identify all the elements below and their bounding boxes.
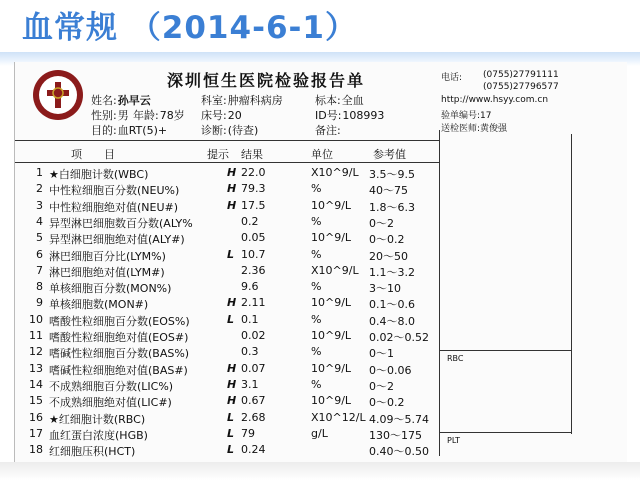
cell-ref: 0～0.06 [369, 363, 412, 377]
table-row [15, 280, 445, 297]
cell-unit: 10^9/L [311, 296, 352, 310]
contact-doctor: 送检医师:黄俊强 [441, 124, 508, 134]
header-top-rule [15, 140, 439, 141]
cell-ref: 20～50 [369, 249, 408, 263]
table-row [15, 231, 445, 248]
cell-item: 不成熟细胞百分数(LIC%) [49, 379, 174, 393]
cell-result: 3.1 [241, 377, 259, 391]
cell-result: 17.5 [241, 198, 266, 212]
cell-flag: H [227, 296, 237, 310]
cell-item: 嗜碱性粒细胞绝对值(BAS#) [49, 363, 188, 377]
patient-name: 姓名:孙早云 [91, 94, 151, 107]
cell-flag: L [227, 410, 235, 424]
cell-no: 17 [29, 426, 43, 440]
cell-ref: 0.1～0.6 [369, 298, 415, 312]
cell-unit: X10^9/L [311, 263, 359, 277]
cell-unit: % [311, 280, 322, 294]
cell-unit: % [311, 377, 322, 391]
cell-unit: % [311, 214, 322, 228]
contact-website: http://www.hsyy.com.cn [441, 95, 549, 105]
cell-flag: H [227, 361, 237, 375]
cell-no: 11 [29, 329, 43, 342]
cell-no: 15 [29, 394, 43, 408]
cell-result: 9.6 [241, 280, 259, 294]
contact-phone-1: 电话: (0755)27791111 [441, 70, 559, 83]
diagnosis: 诊断:(待查) [201, 124, 259, 137]
table-row [15, 329, 445, 346]
cell-item: 异型淋巴细胞数百分数(ALY% [49, 216, 193, 230]
table-row [15, 411, 445, 428]
table-row [15, 313, 445, 330]
plt-graph-label: PLT [447, 436, 461, 445]
table-row [15, 443, 445, 460]
cell-item: 中性粒细胞百分数(NEU%) [49, 184, 180, 198]
report-title: 深圳恒生医院检验报告单 [167, 71, 366, 90]
rbc-graph-label: RBC [447, 354, 464, 363]
cell-flag: H [227, 377, 237, 391]
cell-no: 12 [29, 345, 43, 359]
table-row [15, 264, 445, 281]
col-header-result: 结果 [241, 148, 263, 161]
cell-ref: 1.8～6.3 [369, 200, 415, 214]
cell-ref: 130～175 [369, 428, 422, 442]
cell-ref: 0.02～0.52 [369, 331, 429, 344]
cell-result: 0.1 [241, 312, 259, 326]
cell-unit: g/L [311, 426, 328, 440]
cell-ref: 3.5～9.5 [369, 168, 415, 181]
table-row [15, 248, 445, 265]
cell-result: 0.24 [241, 443, 266, 457]
cell-item: 红细胞压积(HCT) [49, 445, 136, 459]
cell-no: 9 [36, 296, 43, 310]
contact-report-no: 验单编号:17 [441, 111, 492, 121]
cross-emblem-icon [45, 80, 71, 110]
cell-ref: 40～75 [369, 184, 408, 198]
cell-unit: % [311, 247, 322, 261]
cell-no: 7 [36, 263, 43, 277]
table-row [15, 394, 445, 411]
cell-flag: H [227, 394, 237, 408]
cell-item: 淋巴细胞百分比(LYM%) [49, 249, 166, 263]
cell-no: 2 [36, 182, 43, 196]
cell-result: 79 [241, 426, 255, 440]
cell-no: 5 [36, 231, 43, 245]
hospital-logo [33, 70, 83, 120]
cell-result: 2.11 [241, 296, 266, 310]
cell-item: 中性粒细胞绝对值(NEU#) [49, 200, 179, 214]
cell-no: 13 [29, 361, 43, 375]
cell-item: 嗜碱性粒细胞百分数(BAS%) [49, 347, 190, 361]
lab-report: 深圳恒生医院检验报告单 电话: (0755)27791111 (0755)27796577 http://www.hsyy.com.cn 验单编号:17 送检医师:黄俊强 姓名:孙早云 科室:肿瘤科病房 标本:全血 性别:男 年龄:78岁 床号:20 ID号:108993 目的:血RT(5)+ 诊断:(待查) 备注: 项 目 提示 结果 单位 参考值 1 ★白细胞计数(WBC) H 22.0 X10^9/L 3.5～9.5 2 中性粒细胞百分数(NEU%) H 79.3 % 40～75 3 中性粒细胞绝对值(NEU#) H 17.5 10^9/L 1.8～6.3 4 异型淋巴细胞数百分数(ALY% 0.2 % 0～2 5 异型淋巴细胞绝对值(ALY#) 0.05 10^9/L 0～0.2 6 淋巴细胞百分比(LYM%) L 10.7 % 20～50 7 淋巴细胞绝对值(LYM#) 2.36 X10^9/L 1.1～3.2 8 单核细胞百分数(MON%) 9.6 % 3～10 9 单核细胞数(MON#) H 2.11 10^9/L 0.1～0.6 10 嗜酸性粒细胞百分数(EOS%) L 0.1 % 0.4～8.0 11 嗜酸性粒细胞绝对值(EOS#) 0.02 10^9/L 0.02～0.52 12 嗜碱性粒细胞百分数(BAS%) 0.3 % 0～1 13 嗜碱性粒细胞绝对值(BAS#) H 0.07 10^9/L 0～0.06 14 不成熟细胞百分数(LIC%) H 3.1 % 0～2 15 不成熟细胞绝对值(LIC#) H 0.67 10^9/L 0～0.2 16 ★红细胞计数(RBC) L 2.68 X10^12/L 4.09～5.74 17 血红蛋白浓度(HGB) L 79 g/L 130～175 18 红细胞压积(HCT) L 0.24 0.40～0.50 RBC PLT [14, 62, 627, 462]
cell-result: 0.3 [241, 345, 259, 359]
cell-item: 淋巴细胞绝对值(LYM#) [49, 265, 165, 279]
cell-ref: 1.1～3.2 [369, 265, 415, 279]
col-header-unit: 单位 [311, 148, 333, 161]
cell-flag: L [227, 443, 235, 457]
cell-flag: L [227, 247, 235, 261]
cell-ref: 3～10 [369, 282, 401, 296]
cell-no: 18 [29, 443, 43, 457]
cell-ref: 0～2 [369, 379, 394, 393]
cell-ref: 0～0.2 [369, 233, 405, 247]
cell-no: 16 [29, 410, 43, 424]
cell-item: 嗜酸性粒细胞百分数(EOS%) [49, 314, 190, 328]
cell-item: 不成熟细胞绝对值(LIC#) [49, 396, 172, 410]
table-row [15, 378, 445, 395]
cell-item: 单核细胞数(MON#) [49, 298, 149, 312]
cell-unit: 10^9/L [311, 198, 352, 212]
cell-result: 2.68 [241, 410, 266, 424]
col-header-item: 项 目 [71, 148, 115, 161]
table-row [15, 427, 445, 444]
cell-result: 0.07 [241, 361, 266, 375]
patient-sex: 性别:男 [91, 109, 129, 122]
plt-graph-baseline [439, 432, 571, 433]
table-row [15, 362, 445, 379]
cell-unit: X10^9/L [311, 166, 359, 179]
slide-title: 血常规 （2014-6-1） [22, 10, 357, 46]
cell-flag: L [227, 312, 235, 326]
cell-unit: % [311, 312, 322, 326]
table-row [15, 215, 445, 232]
patient-age: 年龄:78岁 [133, 109, 185, 122]
cell-unit: 10^9/L [311, 329, 352, 342]
cell-unit: 10^9/L [311, 231, 352, 245]
cell-ref: 4.09～5.74 [369, 412, 429, 426]
graph-right-border [571, 134, 572, 434]
cell-ref: 0.40～0.50 [369, 445, 429, 459]
patient-dept: 科室:肿瘤科病房 [201, 94, 283, 107]
cell-result: 22.0 [241, 166, 266, 179]
col-header-flag: 提示 [207, 148, 229, 161]
cell-no: 10 [29, 312, 43, 326]
cell-no: 1 [36, 166, 43, 179]
cell-result: 10.7 [241, 247, 266, 261]
cell-no: 3 [36, 198, 43, 212]
cell-item: ★红细胞计数(RBC) [49, 412, 146, 426]
cell-item: ★白细胞计数(WBC) [49, 168, 149, 181]
cell-result: 79.3 [241, 182, 266, 196]
cell-no: 4 [36, 214, 43, 228]
cell-item: 嗜酸性粒细胞绝对值(EOS#) [49, 331, 189, 344]
cell-ref: 0～1 [369, 347, 394, 361]
cell-unit: % [311, 345, 322, 359]
cell-flag: H [227, 198, 237, 212]
cell-unit: 10^9/L [311, 361, 352, 375]
table-row [15, 199, 445, 216]
cell-item: 异型淋巴细胞绝对值(ALY#) [49, 233, 185, 247]
cell-item: 单核细胞百分数(MON%) [49, 282, 172, 296]
cell-flag: H [227, 166, 237, 179]
table-row [15, 182, 445, 199]
cell-unit: X10^12/L [311, 410, 366, 424]
header-bottom-rule [15, 162, 439, 163]
cell-result: 0.05 [241, 231, 266, 245]
patient-bed: 床号:20 [201, 109, 242, 122]
remarks: 备注: [315, 124, 341, 137]
cell-item: 血红蛋白浓度(HGB) [49, 428, 148, 442]
cell-no: 6 [36, 247, 43, 261]
cell-flag: H [227, 182, 237, 196]
col-header-ref: 参考值 [373, 148, 406, 161]
cell-unit: 10^9/L [311, 394, 352, 408]
cell-result: 2.36 [241, 263, 266, 277]
cell-result: 0.2 [241, 214, 259, 228]
slide-bottom [0, 462, 640, 480]
table-row [15, 345, 445, 362]
cell-ref: 0～0.2 [369, 396, 405, 410]
table-row [15, 296, 445, 313]
cell-flag: L [227, 426, 235, 440]
cell-ref: 0.4～8.0 [369, 314, 415, 328]
patient-id: ID号:108993 [315, 109, 385, 122]
patient-specimen: 标本:全血 [315, 94, 364, 107]
test-purpose: 目的:血RT(5)+ [91, 124, 168, 137]
graph-divider [439, 130, 440, 456]
cell-result: 0.67 [241, 394, 266, 408]
cell-no: 14 [29, 377, 43, 391]
table-row [15, 166, 445, 183]
cell-no: 8 [36, 280, 43, 294]
rbc-graph-baseline [439, 350, 571, 351]
cell-result: 0.02 [241, 329, 266, 342]
cell-ref: 0～2 [369, 216, 394, 230]
cell-unit: % [311, 182, 322, 196]
